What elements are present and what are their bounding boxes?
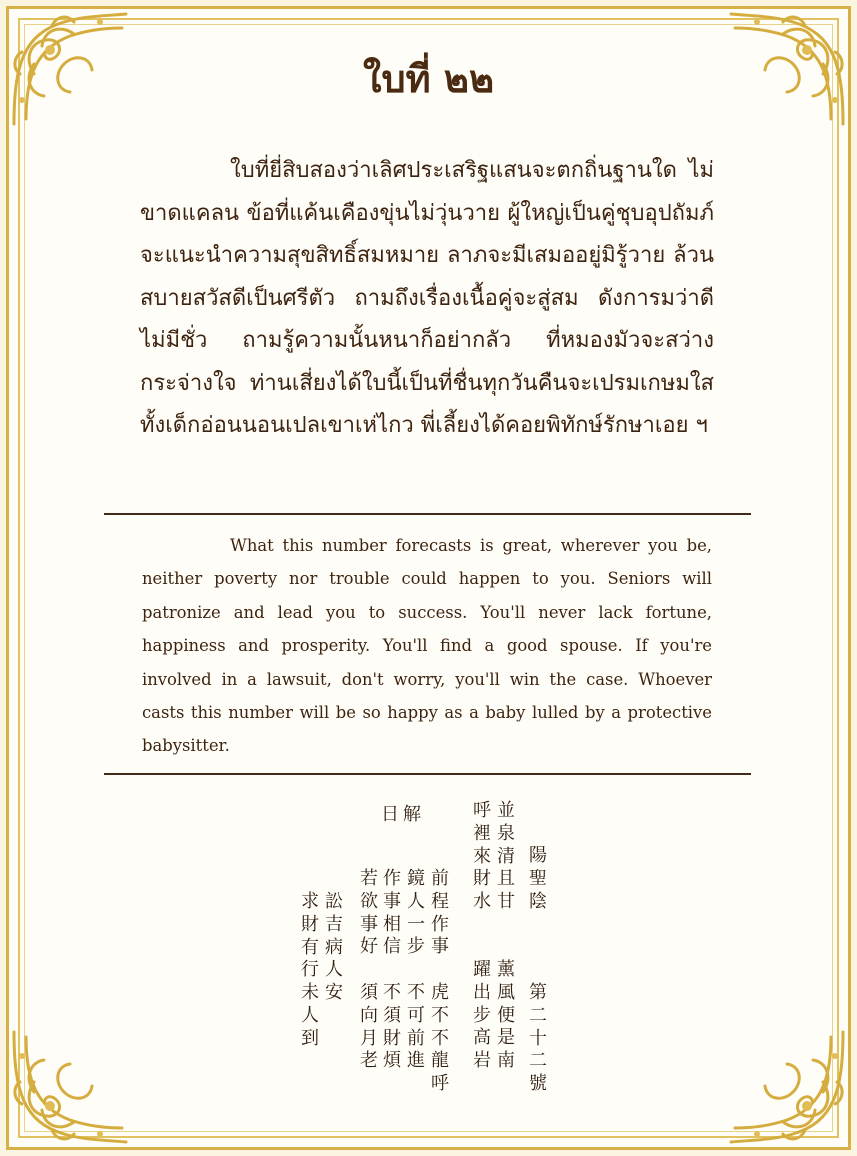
corner-ornament-icon [723,1022,853,1152]
chinese-column: 求 財 有 行 未 人 到 [301,891,319,1049]
chinese-column: 前 程 作 事 [431,868,449,958]
chinese-column: 薰 風 便 是 南 [497,959,515,1072]
chinese-column: 呼 裡 來 財 水 [473,800,491,913]
chinese-column: 若 欲 事 好 [360,868,378,958]
divider [104,513,751,515]
chinese-heading: 日解 [381,804,425,825]
chinese-column: 鏡 人 一 步 [407,868,425,958]
chinese-column: 作 事 相 信 [383,868,401,958]
divider [104,773,751,775]
page-title: ใบที่ ๒๒ [362,56,495,101]
chinese-column: 不 須 財 煩 [383,982,401,1072]
chinese-column: 陽 聖 陰 [529,845,547,912]
chinese-column: 並 泉 清 且 甘 [497,800,515,913]
corner-ornament-icon [4,1022,134,1152]
thai-verse: ใบที่ยี่สิบสองว่าเลิศประเสริฐแสนจะตกถิ่นฐานใด ไม่ขาดแคลน ข้อที่แค้นเคืองขุ่นไม่วุ่นวาย ผู้ใหญ่เป็นคู่ชุบอุปถัมภ์ จะแนะนำความสุขสิทธิ์สมหมาย ลาภจะมีเสมออยู่มิรู้วาย ล้วนสบายสวัสดีเป็นศรีตัว ถามถึงเรื่องเนื้อคู่จะสู่สม ดังการมว่าดีไม่มีชั่ว ถามรู้ความนั้นหนาก็อย่ากลัว ที่หมองมัวจะสว่างกระจ่างใจ ท่านเสี่ยงได้ใบนี้เป็นที่ชื่นทุกวันคืนจะเปรมเกษมใส ทั้งเด็กอ่อนนอนเปลเขาเห่ไกว พี่เลี้ยงได้คอยพิทักษ์รักษาเอย ฯ [140,158,714,438]
chinese-column: 不 可 前 進 [407,982,425,1072]
chinese-column: 訟 吉 病 人 安 [325,891,343,1004]
chinese-column: 躍 出 步 高 岩 [473,959,491,1072]
chinese-column: 虎 不 不 龍 呼 [431,982,449,1095]
chinese-column: 第 二 十 二 號 [529,982,547,1095]
chinese-column: 須 向 月 老 [360,982,378,1072]
english-translation: What this number forecasts is great, wherever you be, neither poverty nor trouble could happen to you. Seniors will patronize and lead you to success. You'll never lack fortune, happiness and prosperity. You'll find a good spouse. If you're involved in a lawsuit, don't worry, you'll win the case. Whoever casts this number will be so happy as a baby lulled by a protective babysitter. [142,536,712,756]
